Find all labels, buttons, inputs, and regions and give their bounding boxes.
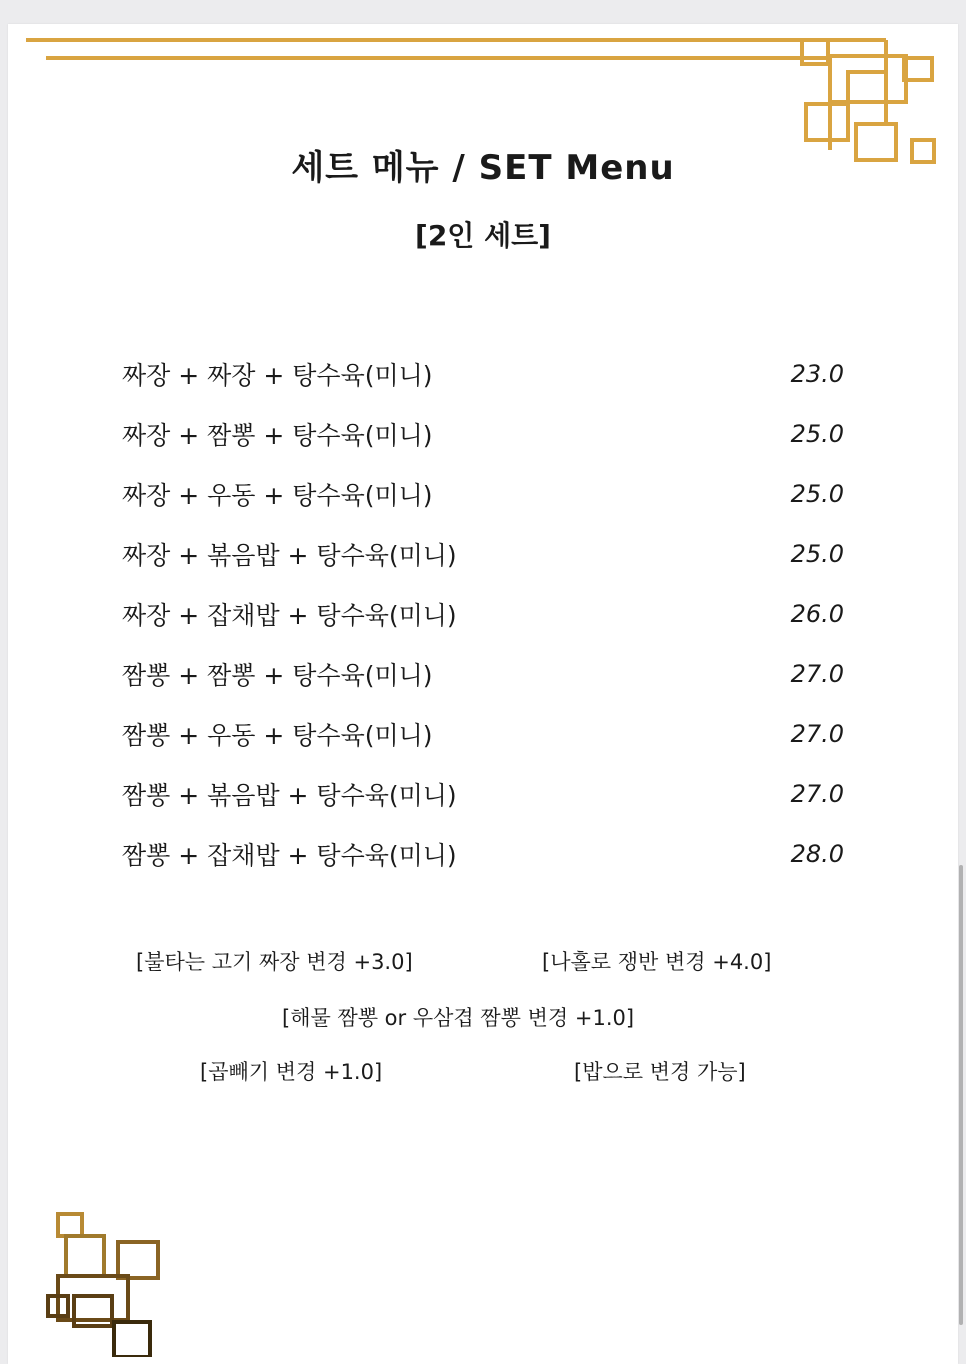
menu-item-price: 27.0 <box>790 720 844 748</box>
menu-item-price: 25.0 <box>790 480 844 508</box>
menu-item <box>122 524 844 584</box>
menu-item-name: 짜장 + 짬뽕 + 탕수육(미니) <box>122 421 433 450</box>
note-fire-jjajang: [불타는 고기 짜장 변경 +3.0] <box>136 950 413 974</box>
menu-item-price: 25.0 <box>790 420 844 448</box>
note-seafood-jjamppong: [해물 짬뽕 or 우삼겹 짬뽕 변경 +1.0] <box>282 1006 635 1030</box>
menu-item-price: 26.0 <box>790 600 844 628</box>
menu-item <box>122 404 844 464</box>
menu-item-name: 짬뽕 + 우동 + 탕수육(미니) <box>122 721 433 750</box>
menu-item-price: 27.0 <box>790 780 844 808</box>
menu-item-name: 짜장 + 잡채밥 + 탕수육(미니) <box>122 601 457 630</box>
menu-item <box>122 344 844 404</box>
menu-item-name: 짬뽕 + 잡채밥 + 탕수육(미니) <box>122 841 457 870</box>
menu-item-name: 짜장 + 우동 + 탕수육(미니) <box>122 481 433 510</box>
menu-item <box>122 584 844 644</box>
menu-item-price: 25.0 <box>790 540 844 568</box>
set-menu-list <box>122 344 844 884</box>
set-subtitle: [2인 세트] <box>415 219 551 252</box>
menu-item-price: 28.0 <box>790 840 844 868</box>
menu-item <box>122 644 844 704</box>
menu-item-name: 짜장 + 짜장 + 탕수육(미니) <box>122 361 433 390</box>
menu-item-name: 짬뽕 + 볶음밥 + 탕수육(미니) <box>122 781 457 810</box>
menu-item <box>122 464 844 524</box>
menu-item <box>122 764 844 824</box>
menu-item <box>122 704 844 764</box>
menu-item-price: 23.0 <box>790 360 844 388</box>
note-gopbaegi: [곱빼기 변경 +1.0] <box>200 1060 383 1084</box>
scrollbar[interactable] <box>959 865 963 1325</box>
note-rice-change: [밥으로 변경 가능] <box>574 1060 746 1084</box>
menu-item-price: 27.0 <box>790 660 844 688</box>
menu-item-name: 짜장 + 볶음밥 + 탕수육(미니) <box>122 541 457 570</box>
page-title: 세트 메뉴 / SET Menu <box>291 148 675 188</box>
menu-item <box>122 824 844 884</box>
note-nahollo-tray: [나홀로 쟁반 변경 +4.0] <box>542 950 772 974</box>
menu-item-name: 짬뽕 + 짬뽕 + 탕수육(미니) <box>122 661 433 690</box>
